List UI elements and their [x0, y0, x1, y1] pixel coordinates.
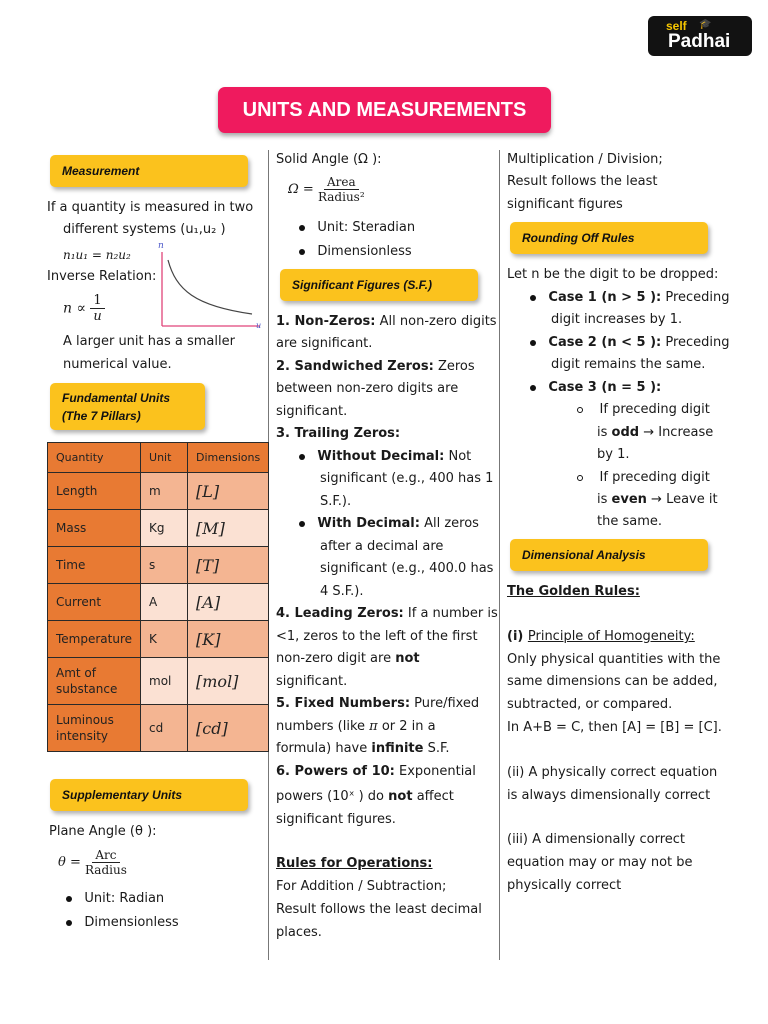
table-cell-quantity: Time: [48, 547, 141, 584]
measurement-line2: different systems (u₁,u₂ ): [63, 222, 226, 237]
golden-rule-1-line3: subtracted, or compared.: [507, 697, 673, 712]
sf-rule-4-line2: <1, zeros to the left of the first: [276, 629, 478, 644]
sf-rule-6-line1: 6. Powers of 10: Exponential: [276, 764, 476, 779]
plane-angle-formula: [58, 848, 127, 877]
solid-angle-unit: Unit: Steradian: [317, 220, 416, 235]
table-cell-quantity-line1: Amt of: [56, 666, 96, 680]
table-row: [48, 658, 269, 705]
case-2-line1: Case 2 (n < 5 ): Preceding: [530, 332, 730, 355]
sf-rule-2-line3: significant.: [276, 404, 348, 419]
sf-rule-6-line3: significant figures.: [276, 812, 396, 827]
table-row: [48, 705, 269, 752]
solid-angle-lhs: Ω =: [288, 182, 314, 197]
golden-rule-2-line2: is always dimensionally correct: [507, 788, 711, 803]
case-1-line2: digit increases by 1.: [551, 312, 683, 327]
table-cell-dimension: [M]: [188, 510, 269, 547]
proportion-lhs: n ∝: [63, 300, 86, 317]
graph-x-label: u: [256, 321, 262, 330]
solid-angle-fraction: [318, 175, 365, 204]
sf-rule-2-line2: between non-zero digits are: [276, 381, 459, 396]
table-cell-unit: mol: [141, 658, 188, 705]
table-row: [48, 547, 269, 584]
rounding-off-header: Rounding Off Rules: [510, 222, 708, 254]
solid-angle-dimensionless: Dimensionless: [317, 244, 412, 259]
case-3-even-line2: is even → Leave it: [597, 492, 718, 507]
sf-rule-1-line1: 1. Non-Zeros: All non-zero digits: [276, 314, 497, 329]
bullet-icon: [299, 521, 305, 527]
table-cell-unit: m: [141, 473, 188, 510]
table-row: [48, 510, 269, 547]
golden-rule-1-line2: same dimensions can be added,: [507, 674, 718, 689]
golden-rule-1-title: (i) Principle of Homogeneity:: [507, 629, 695, 644]
solid-angle-numerator: Area: [324, 175, 359, 190]
table-cell-quantity: [48, 705, 141, 752]
sf-rule-3-with-line3: significant (e.g., 400.0 has: [320, 561, 494, 576]
table-cell-dimension: [mol]: [188, 658, 269, 705]
plane-angle-bullet-1: [66, 888, 164, 911]
bullet-icon: [66, 896, 72, 902]
table-row: [48, 473, 269, 510]
page-title: UNITS AND MEASUREMENTS: [218, 87, 551, 133]
table-cell-dimension: [A]: [188, 584, 269, 621]
plane-angle-denominator: Radius: [85, 863, 127, 877]
case-3-even-line3: the same.: [597, 514, 662, 529]
larger-unit-line1: A larger unit has a smaller: [63, 334, 235, 349]
dimensional-analysis-header: Dimensional Analysis: [510, 539, 708, 571]
golden-rule-2-line1: (ii) A physically correct equation: [507, 765, 718, 780]
plane-angle-numerator: Arc: [92, 848, 119, 863]
table-cell-unit: s: [141, 547, 188, 584]
sf-rule-6-line2: powers (10ˣ ) do not affect: [276, 789, 454, 804]
golden-rules-title: The Golden Rules:: [507, 584, 640, 599]
sf-rule-3-with-line4: 4 S.F.).: [320, 584, 364, 599]
bullet-icon: [530, 340, 536, 346]
sf-rule-4-line1: 4. Leading Zeros: If a number is: [276, 606, 498, 621]
significant-figures-header: Significant Figures (S.F.): [280, 269, 478, 301]
inverse-relation-label: Inverse Relation:: [47, 269, 157, 284]
golden-rule-3-line3: physically correct: [507, 878, 622, 893]
brand-top: self: [666, 19, 687, 33]
fundamental-units-header: [50, 383, 205, 430]
circle-bullet-icon: [577, 475, 583, 481]
plane-angle-lhs: θ =: [58, 855, 81, 870]
table-cell-unit: K: [141, 621, 188, 658]
table-cell-quantity-line1: Luminous: [56, 713, 114, 727]
bullet-icon: [299, 454, 305, 460]
sf-rule-5-line2: numbers (like π or 2 in a: [276, 719, 436, 734]
plane-angle-fraction: [85, 848, 127, 877]
table-header-row: [48, 443, 269, 473]
case-3-even-line1: If preceding digit: [577, 467, 710, 490]
bullet-icon: [299, 225, 305, 231]
golden-rule-3-line2: equation may or may not be: [507, 855, 693, 870]
fundamental-units-table: [47, 442, 269, 752]
table-cell-quantity: Length: [48, 473, 141, 510]
table-cell-quantity-line2: substance: [56, 682, 118, 696]
table-cell-quantity: Temperature: [48, 621, 141, 658]
inverse-proportion: [63, 293, 105, 324]
inverse-relation-graph: [150, 238, 265, 332]
column-divider-right: [499, 150, 500, 960]
bullet-icon: [530, 295, 536, 301]
brand-name: Padhai: [668, 31, 731, 52]
table-cell-quantity: [48, 658, 141, 705]
sf-rule-1-line2: are significant.: [276, 336, 373, 351]
sf-rule-5-line1: 5. Fixed Numbers: Pure/fixed: [276, 696, 480, 711]
sf-rule-3-without-line3: S.F.).: [320, 494, 352, 509]
table-cell-unit: Kg: [141, 510, 188, 547]
sf-rule-4-line4: significant.: [276, 674, 348, 689]
plane-angle-dimensionless: Dimensionless: [84, 915, 179, 930]
proportion-numerator: 1: [90, 293, 104, 309]
sf-rule-5-line3: formula) have infinite S.F.: [276, 741, 450, 756]
solid-angle-label: Solid Angle (Ω ):: [276, 152, 382, 167]
table-cell-dimension: [K]: [188, 621, 269, 658]
brand-logo: [648, 16, 752, 56]
case-3-odd-line2: is odd → Increase: [597, 425, 714, 440]
rules-for-operations-title: Rules for Operations:: [276, 856, 433, 871]
measurement-equation: n₁u₁ = n₂u₂: [63, 248, 131, 262]
solid-angle-bullet-1: [299, 217, 415, 240]
sf-rule-3-without-line1: Without Decimal: Not: [299, 446, 471, 469]
measurement-line1: If a quantity is measured in two: [47, 200, 254, 215]
rules-addition-line3: places.: [276, 925, 322, 940]
table-cell-dimension: [L]: [188, 473, 269, 510]
graduation-cap-icon: 🎓: [699, 19, 712, 30]
graph-y-label: n: [158, 241, 164, 251]
solid-angle-denominator: Radius²: [317, 190, 365, 204]
proportion-fraction: [90, 293, 104, 324]
table-row: [48, 584, 269, 621]
multiplication-line3: significant figures: [507, 197, 623, 212]
table-cell-quantity: Mass: [48, 510, 141, 547]
table-header-quantity: Quantity: [48, 443, 141, 473]
table-cell-quantity-line2: intensity: [56, 729, 109, 743]
rules-addition-line2: Result follows the least decimal: [276, 902, 482, 917]
bullet-icon: [299, 249, 305, 255]
plane-angle-bullet-2: [66, 912, 179, 935]
measurement-header: Measurement: [50, 155, 248, 187]
sf-rule-3-with-line1: With Decimal: All zeros: [299, 513, 479, 536]
circle-bullet-icon: [577, 407, 583, 413]
solid-angle-bullet-2: [299, 241, 412, 264]
rounding-intro: Let n be the digit to be dropped:: [507, 267, 719, 282]
sf-rule-3-without-line2: significant (e.g., 400 has 1: [320, 471, 494, 486]
golden-rule-3-line1: (iii) A dimensionally correct: [507, 832, 686, 847]
supplementary-units-header: Supplementary Units: [50, 779, 248, 811]
case-3-odd-line1: If preceding digit: [577, 399, 710, 422]
multiplication-line2: Result follows the least: [507, 174, 658, 189]
graph-curve: [168, 260, 252, 314]
case-2-line2: digit remains the same.: [551, 357, 706, 372]
table-cell-unit: A: [141, 584, 188, 621]
bullet-icon: [66, 920, 72, 926]
table-header-unit: Unit: [141, 443, 188, 473]
multiplication-line1: Multiplication / Division;: [507, 152, 663, 167]
proportion-denominator: u: [93, 309, 102, 324]
sf-rule-3-with-line2: after a decimal are: [320, 539, 444, 554]
table-cell-quantity: Current: [48, 584, 141, 621]
golden-rule-1-line1: Only physical quantities with the: [507, 652, 721, 667]
golden-rule-1-line4: In A+B = C, then [A] = [B] = [C].: [507, 720, 722, 735]
table-header-dimensions: Dimensions: [188, 443, 269, 473]
sf-rule-2-line1: 2. Sandwiched Zeros: Zeros: [276, 359, 475, 374]
table-row: [48, 621, 269, 658]
table-cell-dimension: [cd]: [188, 705, 269, 752]
table-cell-dimension: [T]: [188, 547, 269, 584]
table-cell-unit: cd: [141, 705, 188, 752]
fundamental-units-header-line1: Fundamental Units: [62, 391, 171, 405]
plane-angle-unit: Unit: Radian: [84, 891, 165, 906]
larger-unit-line2: numerical value.: [63, 357, 172, 372]
solid-angle-formula: [288, 175, 365, 204]
case-3-line1: Case 3 (n = 5 ):: [530, 377, 661, 400]
fundamental-units-header-line2: (The 7 Pillars): [62, 409, 141, 423]
bullet-icon: [530, 385, 536, 391]
case-3-odd-line3: by 1.: [597, 447, 630, 462]
case-1-line1: Case 1 (n > 5 ): Preceding: [530, 287, 730, 310]
rules-addition-line1: For Addition / Subtraction;: [276, 879, 447, 894]
sf-rule-4-line3: non-zero digit are not: [276, 651, 420, 666]
sf-rule-3-title: 3. Trailing Zeros:: [276, 426, 401, 441]
plane-angle-label: Plane Angle (θ ):: [49, 824, 157, 839]
